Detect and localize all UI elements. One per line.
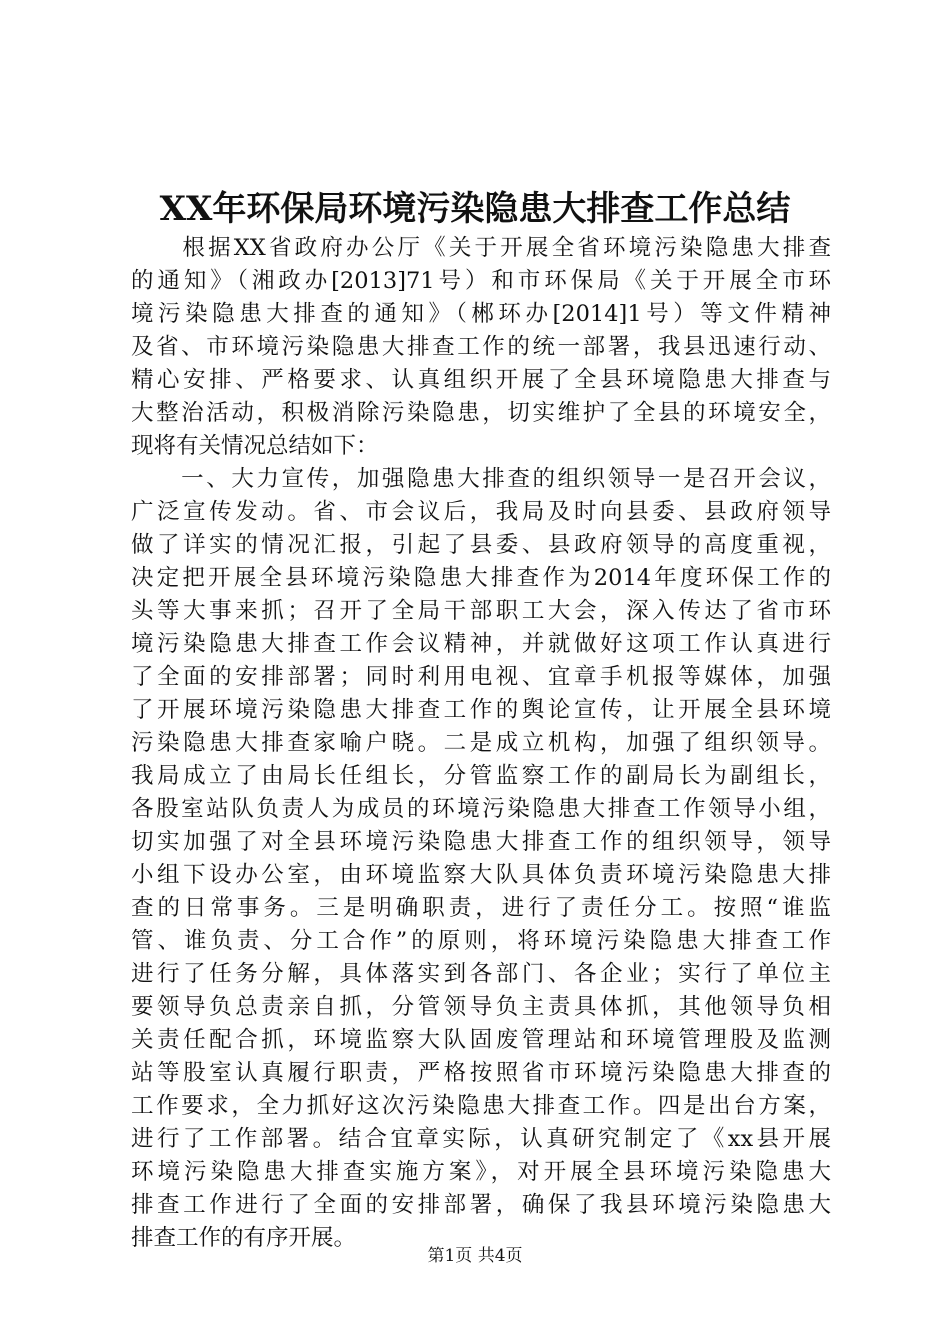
body-line: 精心安排、严格要求、认真组织开展了全县环境隐患大排查与 <box>131 367 831 393</box>
body-line: 一、大力宣传，加强隐患大排查的组织领导一是召开会议， <box>131 466 831 492</box>
body-line: 大整治活动，积极消除污染隐患，切实维护了全县的环境安全， <box>131 400 831 426</box>
body-line: 境污染隐患大排查的通知》（郴环办[2014]1号）等文件精神 <box>131 301 831 327</box>
body-line: 做了详实的情况汇报，引起了县委、县政府领导的高度重视， <box>131 532 831 558</box>
body-line: 现将有关情况总结如下： <box>131 433 379 459</box>
body-line: 的通知》（湘政办[2013]71号）和市环保局《关于开展全市环 <box>131 268 831 294</box>
body-line: 及省、市环境污染隐患大排查工作的统一部署，我县迅速行动、 <box>131 334 831 360</box>
body-line: 管、谁负责、分工合作”的原则，将环境污染隐患大排查工作 <box>131 928 831 954</box>
document-body <box>131 232 831 1255</box>
body-line: 要领导负总责亲自抓，分管领导负主责具体抓，其他领导负相 <box>131 994 831 1020</box>
body-line: 工作要求，全力抓好这次污染隐患大排查工作。四是出台方案， <box>131 1093 831 1119</box>
body-line: 决定把开展全县环境污染隐患大排查作为2014年度环保工作的 <box>131 565 831 591</box>
body-line: 查的日常事务。三是明确职责，进行了责任分工。按照“谁监 <box>131 895 831 921</box>
body-line: 广泛宣传发动。省、市会议后，我局及时向县委、县政府领导 <box>131 499 831 525</box>
body-line: 了开展环境污染隐患大排查工作的舆论宣传，让开展全县环境 <box>131 697 831 723</box>
body-line: 进行了任务分解，具体落实到各部门、各企业；实行了单位主 <box>131 961 831 987</box>
body-line: 环境污染隐患大排查实施方案》，对开展全县环境污染隐患大 <box>131 1159 831 1185</box>
page-footer: 第1页 共4页 <box>427 1246 523 1266</box>
body-line: 站等股室认真履行职责，严格按照省市环境污染隐患大排查的 <box>131 1060 831 1086</box>
body-line: 境污染隐患大排查工作会议精神，并就做好这项工作认真进行 <box>131 631 831 657</box>
body-line: 小组下设办公室，由环境监察大队具体负责环境污染隐患大排 <box>131 862 831 888</box>
body-line: 污染隐患大排查家喻户晓。二是成立机构，加强了组织领导。 <box>131 730 831 756</box>
body-line: 根据XX省政府办公厅《关于开展全省环境污染隐患大排查 <box>131 235 831 261</box>
body-line: 各股室站队负责人为成员的环境污染隐患大排查工作领导小组， <box>131 796 831 822</box>
body-line: 我局成立了由局长任组长，分管监察工作的副局长为副组长， <box>131 763 831 789</box>
document-title: XX年环保局环境污染隐患大排查工作总结 <box>159 189 791 229</box>
body-line: 头等大事来抓；召开了全局干部职工大会，深入传达了省市环 <box>131 598 831 624</box>
body-line: 排查工作进行了全面的安排部署，确保了我县环境污染隐患大 <box>131 1192 831 1218</box>
body-line: 关责任配合抓，环境监察大队固废管理站和环境管理股及监测 <box>131 1027 831 1053</box>
body-line: 进行了工作部署。结合宜章实际，认真研究制定了《xx县开展 <box>131 1126 831 1152</box>
body-line: 排查工作的有序开展。 <box>131 1225 357 1251</box>
body-line: 切实加强了对全县环境污染隐患大排查工作的组织领导，领导 <box>131 829 831 855</box>
body-line: 了全面的安排部署；同时利用电视、宜章手机报等媒体，加强 <box>131 664 831 690</box>
